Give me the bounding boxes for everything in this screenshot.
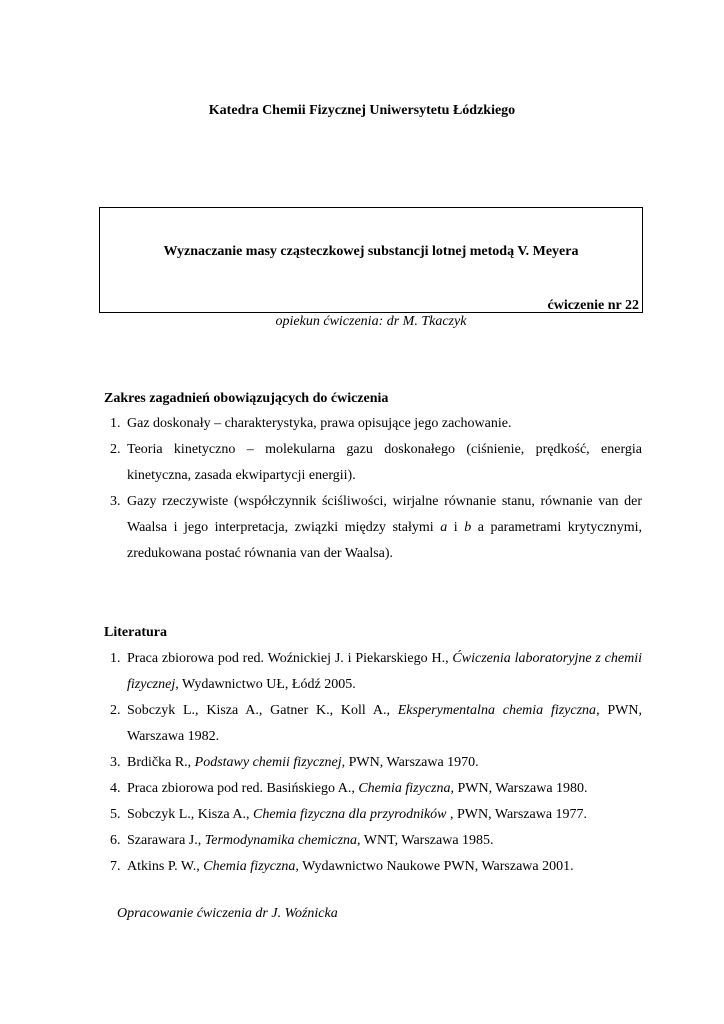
scope-heading: Zakres zagadnień obowiązujących do ćwiczenia bbox=[104, 391, 389, 406]
literature-item bbox=[110, 776, 642, 802]
constant-b: b bbox=[464, 520, 472, 535]
literature-item-number: 3. bbox=[110, 755, 121, 770]
literature-item-publisher: , PWN, Warszawa 1970. bbox=[341, 755, 479, 770]
scope-item-text: Gaz doskonały – charakterystyka, prawa opisujące jego zachowanie. bbox=[127, 416, 512, 431]
literature-item-number: 4. bbox=[110, 781, 121, 796]
scope-item-number: 2. bbox=[110, 442, 121, 457]
exercise-title: Wyznaczanie masy cząsteczkowej substancji lotnej metodą V. Meyera bbox=[163, 244, 579, 259]
literature-item-authors: Praca zbiorowa pod red. Basińskiego A., bbox=[127, 781, 359, 796]
literature-item-number: 5. bbox=[110, 807, 121, 822]
scope-item-text-a: Gazy rzeczywiste (współczynnik ściśliwości, wirjalne równanie stanu, równanie van der Waalsa i jego interpretacja, związki między stałymi bbox=[127, 494, 642, 535]
author-credit: Opracowanie ćwiczenia dr J. Woźnicka bbox=[117, 906, 338, 921]
literature-item-number: 2. bbox=[110, 703, 121, 718]
literature-item-title: Chemia fizyczna bbox=[203, 859, 296, 874]
literature-item-authors: Szarawara J., bbox=[127, 833, 205, 848]
supervisor-line: opiekun ćwiczenia: dr M. Tkaczyk bbox=[275, 314, 467, 329]
literature-item bbox=[110, 698, 642, 750]
literature-item-title: Eksperymentalna chemia fizyczna bbox=[397, 703, 597, 718]
literature-item bbox=[110, 828, 642, 854]
scope-item bbox=[110, 411, 642, 437]
scope-item-text: Teoria kinetyczno – molekularna gazu doskonałego (ciśnienie, prędkość, energia kinetyczna, zasada ekwipartycji energii). bbox=[127, 442, 642, 483]
department-header: Katedra Chemii Fizycznej Uniwersytetu Łódzkiego bbox=[208, 103, 516, 118]
literature-item-publisher: , PWN, Warszawa 1977. bbox=[446, 807, 588, 822]
literature-item-number: 7. bbox=[110, 859, 121, 874]
literature-item-publisher: , Wydawnictwo UŁ, Łódź 2005. bbox=[175, 677, 356, 692]
literature-item-title: Ćwiczenia laboratoryjne z chemii fizycznej bbox=[127, 651, 642, 692]
literature-item bbox=[110, 802, 642, 828]
literature-item-title: Chemia fizyczna, bbox=[358, 781, 454, 796]
literature-item-publisher: , Wydawnictwo Naukowe PWN, Warszawa 2001. bbox=[295, 859, 574, 874]
scope-list bbox=[110, 411, 642, 567]
literature-item-publisher: , WNT, Warszawa 1985. bbox=[357, 833, 494, 848]
literature-list bbox=[110, 646, 642, 880]
exercise-number: ćwiczenie nr 22 bbox=[547, 298, 639, 313]
scope-item bbox=[110, 489, 642, 567]
literature-item-authors: Sobczyk L., Kisza A., Gatner K., Koll A., bbox=[127, 703, 398, 718]
scope-item-text-b: a parametrami krytycznymi, zredukowana postać równania van der Waalsa). bbox=[127, 520, 643, 561]
literature-item-title: Termodynamika chemiczna bbox=[204, 833, 358, 848]
literature-item-authors: Brdička R., bbox=[127, 755, 195, 770]
literature-item-number: 1. bbox=[110, 651, 121, 666]
literature-item-authors: Sobczyk L., Kisza A., bbox=[127, 807, 253, 822]
literature-item-publisher: PWN, Warszawa 1980. bbox=[454, 781, 588, 796]
scope-item-text-mid: i bbox=[447, 520, 465, 535]
constant-a: a bbox=[440, 520, 448, 535]
literature-item-title: Chemia fizyczna dla przyrodników bbox=[252, 807, 447, 822]
literature-item bbox=[110, 646, 642, 698]
exercise-title-box bbox=[99, 207, 643, 313]
scope-item-number: 1. bbox=[110, 416, 121, 431]
literature-item bbox=[110, 854, 642, 880]
scope-item-number: 3. bbox=[110, 494, 121, 509]
literature-item-authors: Praca zbiorowa pod red. Woźnickiej J. i Piekarskiego H., bbox=[127, 651, 453, 666]
literature-heading: Literatura bbox=[104, 625, 167, 640]
literature-item-authors: Atkins P. W., bbox=[127, 859, 204, 874]
scope-item bbox=[110, 437, 642, 489]
literature-item bbox=[110, 750, 642, 776]
literature-item-number: 6. bbox=[110, 833, 121, 848]
literature-item-title: Podstawy chemii fizycznej bbox=[194, 755, 342, 770]
literature-item-publisher: , PWN, Warszawa 1982. bbox=[127, 703, 642, 744]
